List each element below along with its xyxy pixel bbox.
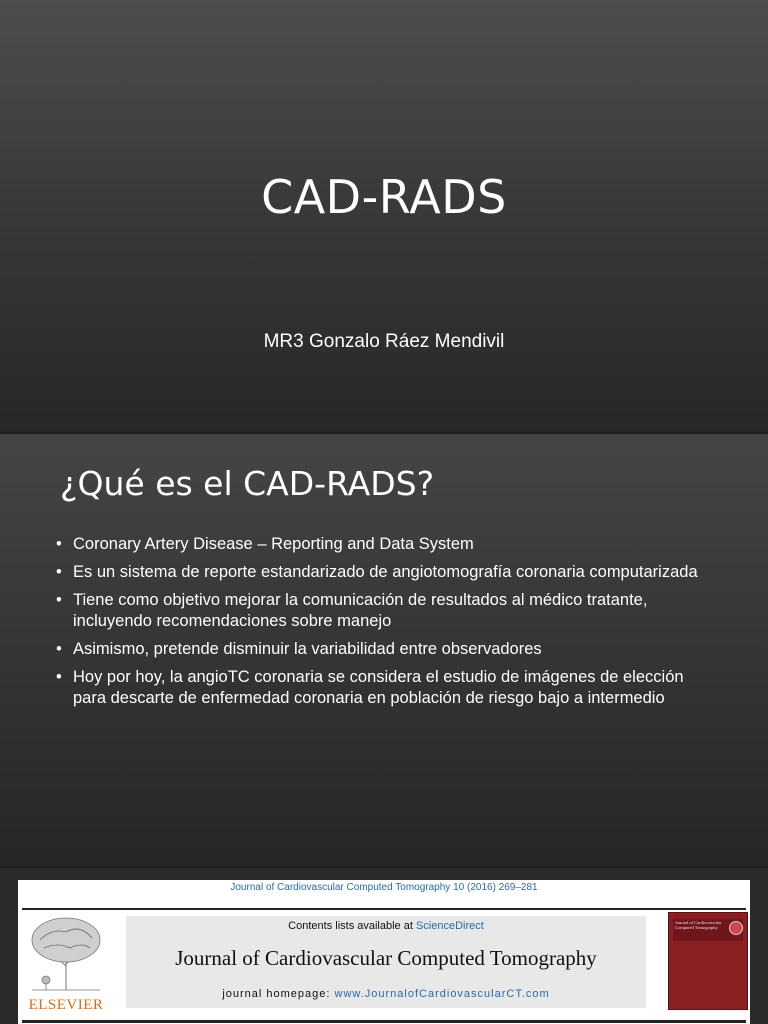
contents-prefix: Contents lists available at	[288, 920, 416, 932]
contents-line	[126, 920, 646, 932]
publisher-name: ELSEVIER	[28, 997, 104, 1013]
bullet-text: Es un sistema de reporte estandarizado de angiotomografía coronaria computarizada	[73, 563, 698, 581]
content-slide	[0, 434, 768, 866]
bullet-text: Tiene como objetivo mejorar la comunicación de resultados al médico tratante, incluyendo recomendaciones sobre manejo	[73, 591, 648, 630]
bullet-dot-icon: •	[56, 563, 62, 581]
bullet-item	[56, 639, 706, 660]
bullet-text: Hoy por hoy, la angioTC coronaria se considera el estudio de imágenes de elección para descarte de enfermedad coronaria en población de riesgo bajo a intermedio	[73, 668, 684, 707]
article-slide	[0, 868, 768, 1024]
slide-title: CAD-RADS	[261, 170, 507, 224]
bullet-dot-icon: •	[56, 668, 62, 686]
journal-cover	[668, 912, 748, 1010]
homepage-link[interactable]: www.JournalofCardiovascularCT.com	[334, 988, 550, 1000]
homepage-line	[126, 988, 646, 1000]
title-slide	[0, 0, 768, 432]
bullet-dot-icon: •	[56, 591, 62, 609]
article-header-image	[18, 880, 750, 1024]
sciencedirect-link[interactable]: ScienceDirect	[415, 920, 484, 932]
bottom-rule	[22, 1020, 746, 1023]
slide-subtitle: MR3 Gonzalo Ráez Mendivil	[263, 331, 505, 352]
running-head: Journal of Cardiovascular Computed Tomography 10 (2016) 269–281	[230, 882, 538, 893]
cover-emblem-icon	[729, 921, 743, 935]
bullet-list	[56, 534, 706, 716]
homepage-prefix: journal homepage:	[222, 988, 335, 1000]
bullet-item	[56, 667, 706, 709]
elsevier-tree-icon	[22, 914, 110, 992]
top-rule	[22, 908, 746, 910]
bullet-dot-icon: •	[56, 640, 62, 658]
bullet-item	[56, 562, 706, 583]
bullet-item	[56, 534, 706, 555]
journal-title: Journal of Cardiovascular Computed Tomography	[175, 946, 597, 970]
journal-masthead	[126, 916, 646, 1008]
elsevier-logo	[22, 914, 110, 1014]
bullet-text: Coronary Artery Disease – Reporting and Data System	[73, 535, 474, 553]
content-slide-title: ¿Qué es el CAD-RADS?	[60, 464, 435, 503]
bullet-dot-icon: •	[56, 535, 62, 553]
bullet-item	[56, 590, 706, 632]
cover-title: Journal of Cardiovascular Computed Tomography	[675, 920, 722, 930]
bullet-text: Asimismo, pretende disminuir la variabilidad entre observadores	[73, 640, 542, 658]
